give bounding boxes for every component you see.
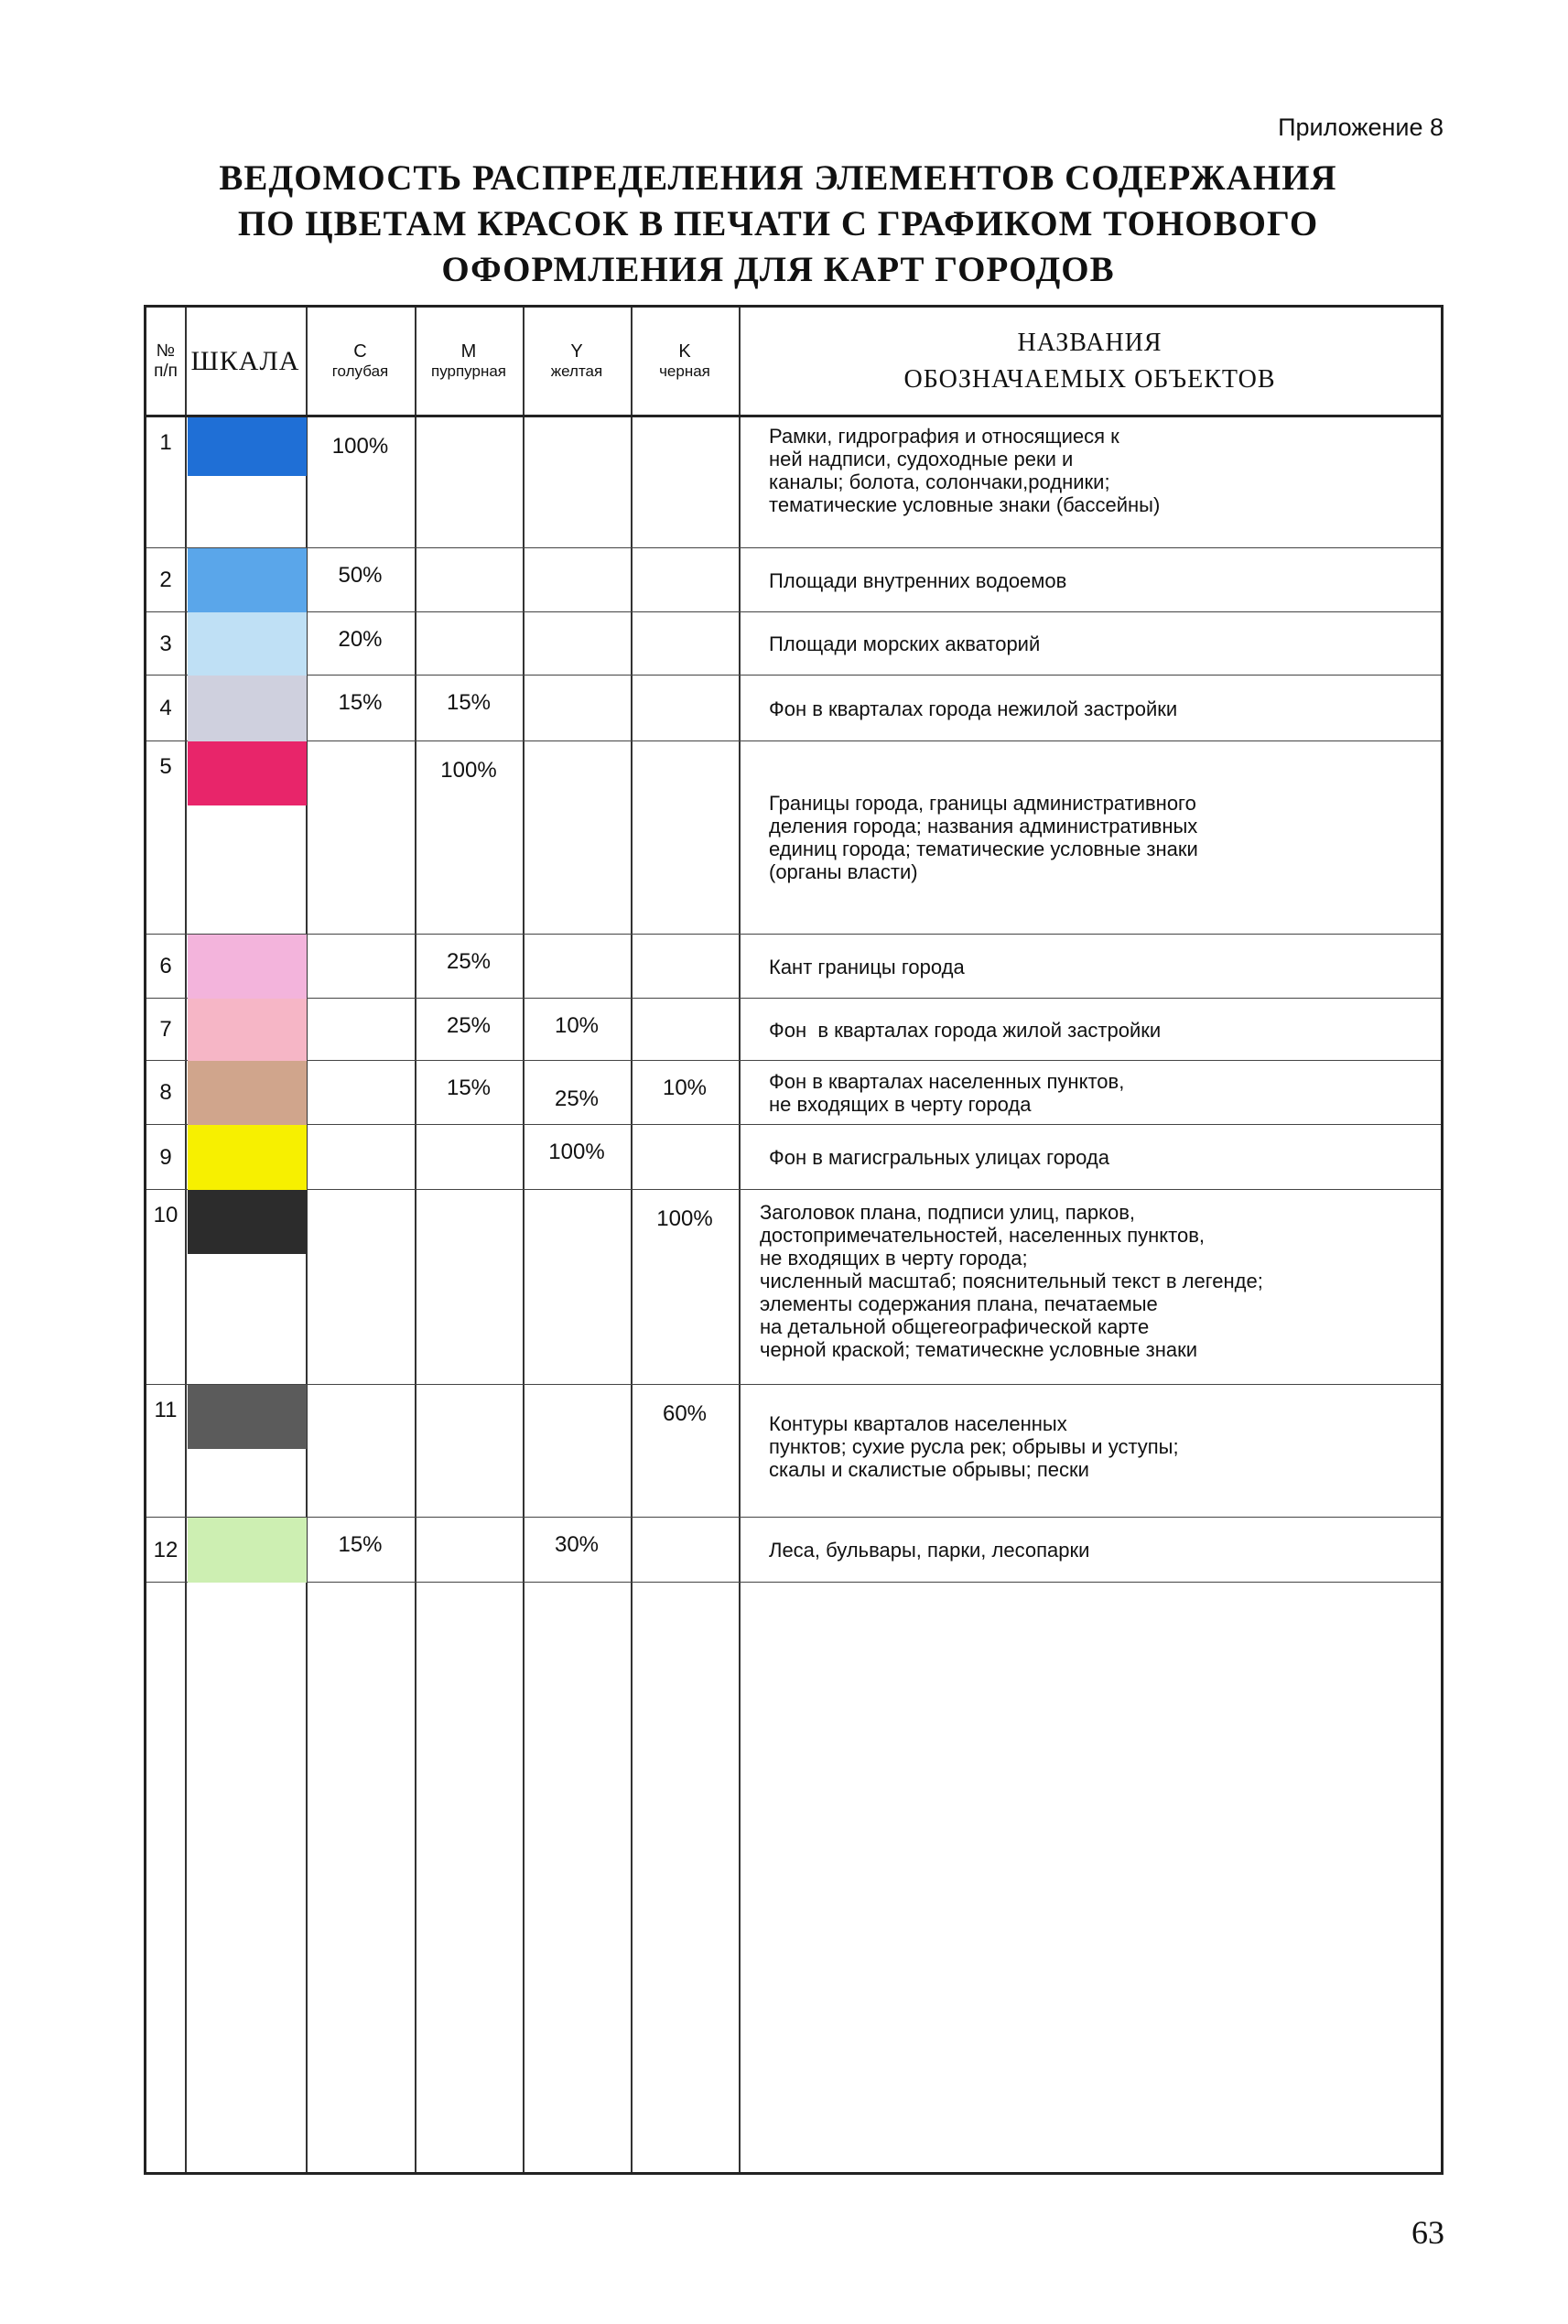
row-number: 12 (153, 1538, 178, 1562)
row-number: 6 (159, 954, 172, 978)
color-swatch (188, 1190, 307, 1254)
row-number: 3 (159, 632, 172, 656)
table-row (146, 1061, 1441, 1125)
color-swatch (188, 999, 307, 1061)
percent-c: 15% (338, 1532, 383, 1557)
row-number: 4 (159, 696, 172, 720)
percent-y: 30% (554, 1532, 600, 1557)
table-row (146, 548, 1441, 612)
percent-y: 10% (554, 1013, 600, 1038)
row-number: 5 (159, 754, 172, 779)
percent-m: 25% (446, 1013, 492, 1038)
header-magenta: M пурпурная (431, 341, 506, 380)
title-line-3: ОФОРМЛЕНИЯ ДЛЯ КАРТ ГОРОДОВ (441, 250, 1115, 289)
table-row (146, 417, 1441, 548)
percent-m: 15% (446, 1076, 492, 1100)
page-title (92, 156, 1465, 293)
row-number: 8 (159, 1080, 172, 1105)
object-description: Леса, бульвары, парки, лесопарки (769, 1539, 1090, 1562)
title-line-1: ВЕДОМОСТЬ РАСПРЕДЕЛЕНИЯ ЭЛЕМЕНТОВ СОДЕРЖАНИЯ (219, 158, 1337, 198)
percent-y: 100% (548, 1140, 605, 1164)
color-swatch (188, 1125, 307, 1190)
percent-k: 10% (662, 1076, 708, 1100)
object-description: Фон в кварталах города нежилой застройки (769, 697, 1178, 720)
table-row (146, 1125, 1441, 1190)
table-row (146, 1385, 1441, 1518)
color-swatch (188, 935, 307, 999)
percent-k: 60% (662, 1401, 708, 1426)
percent-m: 15% (446, 690, 492, 715)
page-number: 63 (1411, 2214, 1444, 2251)
object-description: Фон в кварталах города жилой застройки (769, 1019, 1162, 1042)
color-table (144, 305, 1444, 2175)
percent-c: 50% (338, 563, 383, 588)
percent-c: 20% (338, 627, 383, 652)
object-description: Фон в кварталах населенных пунктов, не входящих в черту города (769, 1070, 1125, 1116)
percent-k: 100% (656, 1206, 713, 1231)
row-number: 2 (159, 567, 172, 592)
table-row (146, 676, 1441, 741)
percent-m: 25% (446, 949, 492, 974)
header-black: K черная (659, 341, 710, 380)
table-header (146, 308, 1441, 417)
appendix-label: Приложение 8 (1278, 113, 1444, 141)
header-num: № п/п (154, 340, 178, 381)
row-number: 11 (154, 1398, 178, 1422)
percent-c: 15% (338, 690, 383, 715)
header-cyan: C голубая (331, 341, 389, 380)
object-description: Площади морских акваторий (769, 632, 1041, 655)
color-swatch (188, 1061, 307, 1125)
row-number: 1 (159, 430, 172, 455)
row-number: 9 (159, 1145, 172, 1170)
percent-y: 25% (554, 1086, 600, 1111)
object-description: Площади внутренних водоемов (769, 569, 1067, 592)
color-swatch (188, 1518, 307, 1583)
color-swatch (188, 548, 307, 612)
color-swatch (188, 741, 307, 805)
row-number: 10 (153, 1203, 178, 1227)
table-row (146, 1518, 1441, 1583)
header-names: НАЗВАНИЯ ОБОЗНАЧАЕМЫХ ОБЪЕКТОВ (903, 328, 1276, 394)
table-row (146, 935, 1441, 999)
percent-c: 100% (331, 434, 389, 459)
color-swatch (188, 417, 307, 476)
color-swatch (188, 1385, 307, 1449)
object-description: Рамки, гидрография и относящиеся к ней надписи, судоходные реки и каналы; болота, солончаки,родники; тематические условные знаки (бассейны) (769, 425, 1161, 516)
object-description: Фон в магисгральных улицах города (769, 1146, 1109, 1169)
header-yellow: Y желтая (550, 341, 603, 380)
title-line-2: ПО ЦВЕТАМ КРАСОК В ПЕЧАТИ С ГРАФИКОМ ТОНОВОГО (237, 204, 1319, 243)
object-description: Контуры кварталов населенных пунктов; сухие русла рек; обрывы и уступы; скалы и скалистые обрывы; пески (769, 1412, 1179, 1481)
row-number: 7 (159, 1017, 172, 1042)
table-row (146, 1190, 1441, 1385)
object-description: Границы города, границы административного деления города; названия административных единиц города; тематические условные знаки (органы власти) (769, 792, 1198, 883)
percent-m: 100% (440, 758, 497, 783)
table-row (146, 741, 1441, 935)
table-row (146, 999, 1441, 1061)
color-swatch (188, 612, 307, 676)
header-scale: ШКАЛА (190, 345, 300, 376)
color-swatch (188, 676, 307, 741)
object-description: Кант границы города (769, 956, 965, 978)
object-description: Заголовок плана, подписи улиц, парков, достопримечательностей, населенных пунктов, не входящих в черту города; численный масштаб; пояснительный текст в легенде; элементы содержания плана, печатаемые на детальной общегеографической карте черной краской; тематическне условные знаки (760, 1201, 1263, 1361)
table-row (146, 612, 1441, 676)
